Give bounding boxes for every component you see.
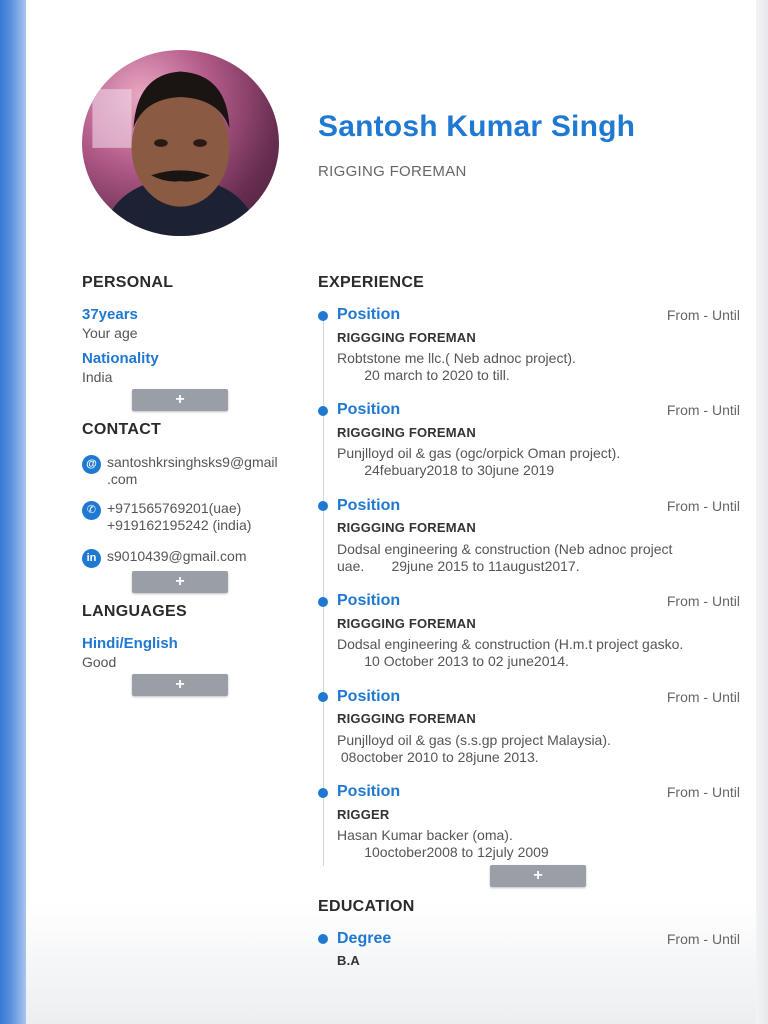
entry-position: Position [337,783,401,800]
experience-timeline-line [323,318,324,866]
contact-email-row [82,454,278,488]
candidate-title: RIGGING FOREMAN [318,163,467,180]
contact-phone-row [82,500,251,534]
entry-position: Position [337,592,401,609]
contact-heading: CONTACT [82,421,162,438]
entry-role: RIGGGING FOREMAN [337,520,476,535]
entry-description: Dodsal engineering & construction (H.m.t project gasko. 10 October 2013 to 02 june2014. [337,636,684,669]
entry-role: RIGGGING FOREMAN [337,616,476,631]
education-degree-label: Degree [337,930,392,947]
languages-heading: LANGUAGES [82,603,187,620]
nationality-label: Nationality [82,350,159,367]
phone-icon: ✆ [82,501,101,520]
at-icon: @ [82,455,101,474]
experience-heading: EXPERIENCE [318,274,425,291]
timeline-dot [318,501,328,511]
language-value: Hindi/English [82,635,178,652]
entry-date-range: From - Until [666,402,740,418]
age-value: 37years [82,306,138,323]
entry-description: Robtstone me llc.( Neb adnoc project). 20 march to 2020 to till. [337,350,576,383]
entry-description: Hasan Kumar backer (oma). 10october2008 to 12july 2009 [337,827,549,860]
profile-photo [82,50,279,236]
entry-date-range: From - Until [666,498,740,514]
personal-heading: PERSONAL [82,274,174,291]
left-accent-bar [0,0,26,1024]
personal-add-button[interactable]: + [132,389,228,411]
timeline-dot [318,311,328,321]
contact-linkedin: s9010439@gmail.com [107,548,247,564]
candidate-name: Santosh Kumar Singh [318,110,636,143]
entry-position: Position [337,306,401,323]
entry-description: Dodsal engineering & construction (Neb adnoc project uae. 29june 2015 to 11august2017. [337,541,673,574]
entry-date-range: From - Until [666,784,740,800]
entry-role: RIGGGING FOREMAN [337,711,476,726]
entry-position: Position [337,401,401,418]
entry-position: Position [337,688,401,705]
page-edge-shadow [756,0,768,1024]
languages-add-button[interactable]: + [132,674,228,696]
profile-photo-icon [82,50,279,236]
education-heading: EDUCATION [318,898,415,915]
entry-date-range: From - Until [666,689,740,705]
entry-date-range: From - Until [666,307,740,323]
nationality-value: India [82,369,113,385]
entry-date-range: From - Until [666,593,740,609]
timeline-dot [318,692,328,702]
entry-role: RIGGGING FOREMAN [337,425,476,440]
education-degree: B.A [337,953,360,968]
entry-position: Position [337,497,401,514]
education-date-range: From - Until [666,931,740,947]
experience-add-button[interactable]: + [490,865,586,887]
contact-email: santoshkrsinghsks9@gmail .com [107,454,278,487]
contact-linkedin-row [82,548,247,568]
timeline-dot [318,788,328,798]
entry-role: RIGGGING FOREMAN [337,330,476,345]
timeline-dot [318,934,328,944]
language-level: Good [82,654,117,670]
timeline-dot [318,406,328,416]
entry-description: Punjlloyd oil & gas (s.s.gp project Malaysia). 08october 2010 to 28june 2013. [337,732,611,765]
timeline-dot [318,597,328,607]
contact-phone: +971565769201(uae) +919162195242 (india) [107,500,252,533]
entry-role: RIGGER [337,807,390,822]
contact-add-button[interactable]: + [132,571,228,593]
linkedin-icon: in [82,549,101,568]
age-label: Your age [82,325,138,341]
entry-description: Punjlloyd oil & gas (ogc/orpick Oman project). 24febuary2018 to 30june 2019 [337,445,621,478]
